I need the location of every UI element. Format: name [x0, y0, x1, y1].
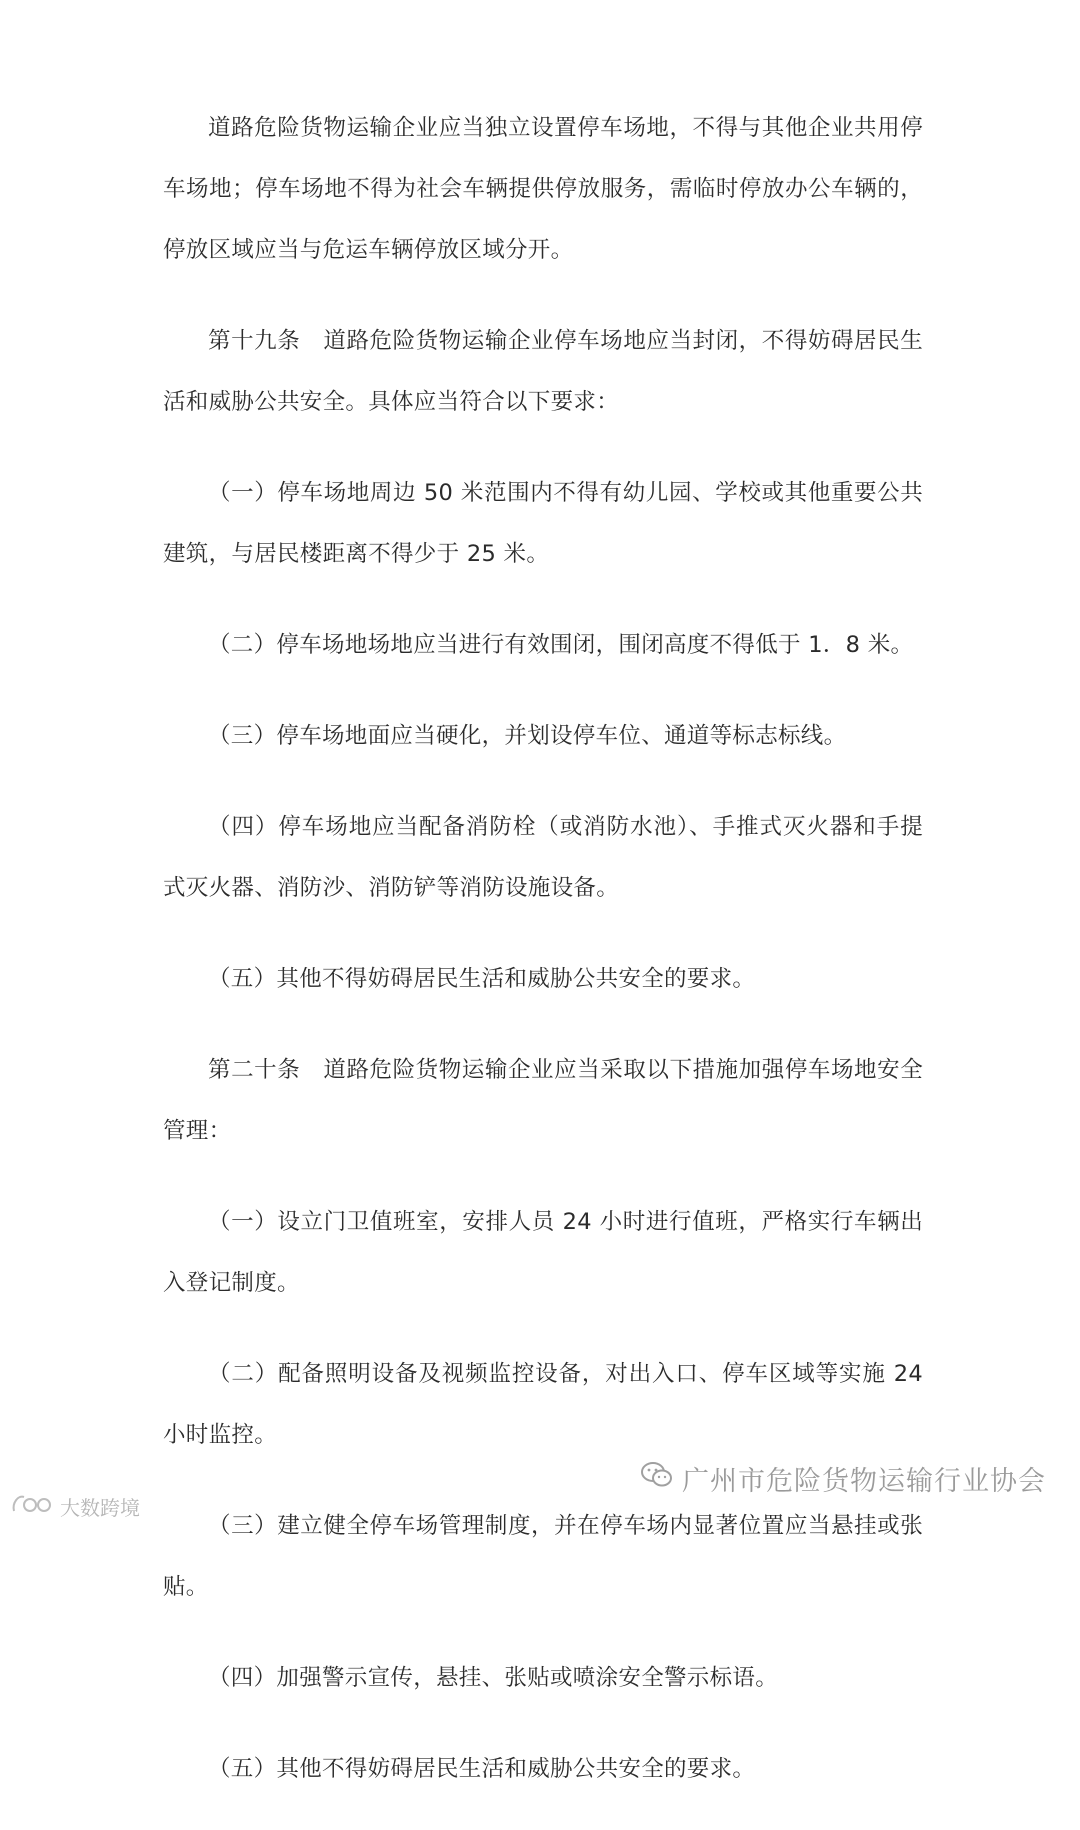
- paragraph-19-item-1: （一）停车场地周边 50 米范围内不得有幼儿园、学校或其他重要公共建筑，与居民楼距离不得少于 25 米。: [163, 480, 923, 567]
- paragraph-article-19: 第十九条 道路危险货物运输企业停车场地应当封闭，不得妨碍居民生活和威胁公共安全。具体应当符合以下要求：: [163, 328, 923, 415]
- paragraph-20-item-4: （四）加强警示宣传，悬挂、张贴或喷涂安全警示标语。: [208, 1665, 779, 1691]
- document-body: [163, 98, 923, 1830]
- paragraph-19-item-3: （三）停车场地面应当硬化，并划设停车位、通道等标志标线。: [208, 723, 847, 749]
- paragraph-20-item-2: （二）配备照明设备及视频监控设备，对出入口、停车区域等实施 24 小时监控。: [163, 1361, 923, 1448]
- watermark-source-text: 广州市危险货物运输行业协会: [682, 1466, 1046, 1497]
- site-watermark: [10, 1491, 140, 1522]
- wechat-source-watermark: [640, 1459, 1046, 1498]
- wechat-icon: [640, 1460, 674, 1497]
- site-logo-icon: [10, 1491, 56, 1522]
- paragraph-19-item-4: （四）停车场地应当配备消防栓（或消防水池）、手推式灭火器和手提式灭火器、消防沙、消防铲等消防设施设备。: [163, 814, 923, 901]
- paragraph-19-item-5: （五）其他不得妨碍居民生活和威胁公共安全的要求。: [208, 966, 756, 992]
- paragraph-article-20: 第二十条 道路危险货物运输企业应当采取以下措施加强停车场地安全管理：: [163, 1057, 923, 1144]
- paragraph-parking-independent: 道路危险货物运输企业应当独立设置停车场地，不得与其他企业共用停车场地；停车场地不得为社会车辆提供停放服务，需临时停放办公车辆的，停放区域应当与危运车辆停放区域分开。: [163, 115, 923, 263]
- paragraph-20-item-3: （三）建立健全停车场管理制度，并在停车场内显著位置应当悬挂或张贴。: [163, 1513, 923, 1600]
- paragraph-20-item-1: （一）设立门卫值班室，安排人员 24 小时进行值班，严格实行车辆出入登记制度。: [163, 1209, 923, 1296]
- paragraph-20-item-5: （五）其他不得妨碍居民生活和威胁公共安全的要求。: [208, 1756, 756, 1782]
- watermark-site-text: 大数跨境: [60, 1496, 140, 1520]
- paragraph-19-item-2: （二）停车场地场地应当进行有效围闭，围闭高度不得低于 1．8 米。: [208, 632, 914, 658]
